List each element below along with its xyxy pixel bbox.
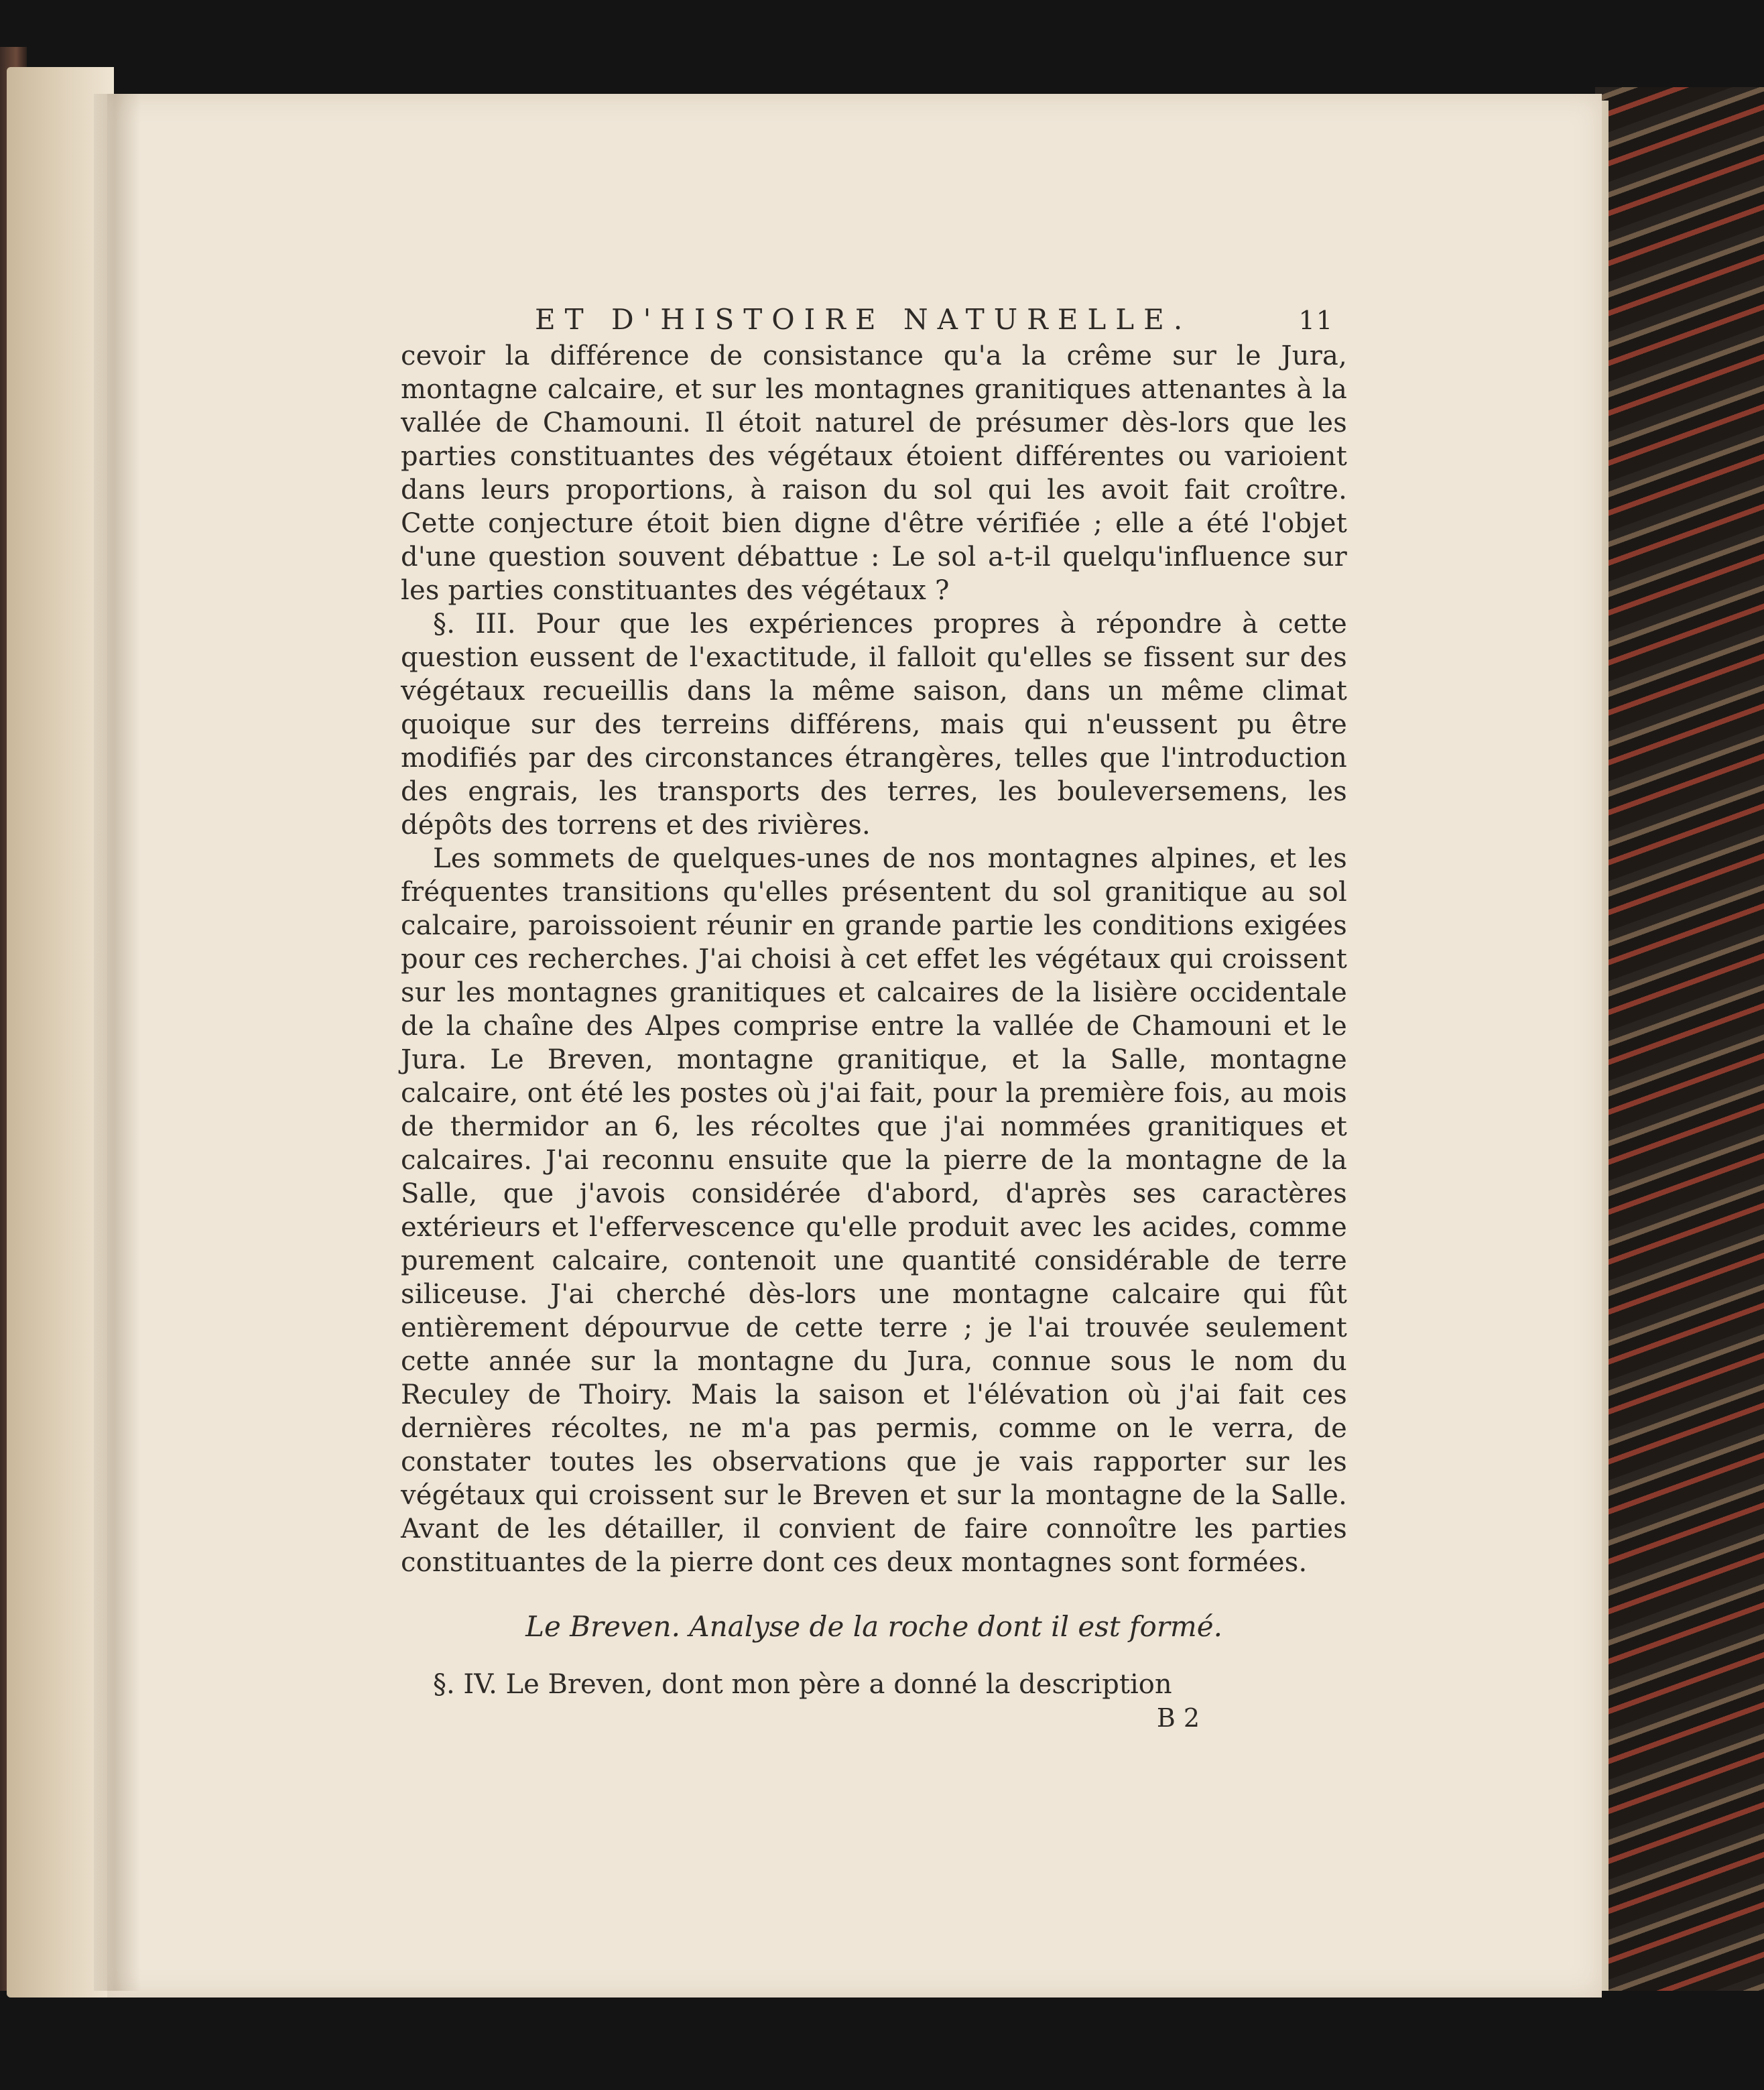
paragraph-start: §. IV. Le Breven, dont mon père a donné la description <box>433 1669 1172 1700</box>
signature-mark: B 2 <box>1156 1703 1200 1733</box>
running-head <box>401 303 1347 336</box>
paragraph: §. III. Pour que les expériences propres à répondre à cette question eussent de l'exactitude, il falloit qu'elles se fissent sur des végétaux recueillis dans la même saison, dans un même climat quoique sur des terreins différens, mais qui n'eussent pu être modifiés par des circonstances étrangères, telles que l'introduction des engrais, les transports des terres, les bouleversemens, les dépôts des torrens et des rivières. <box>401 609 1347 841</box>
gutter-shadow <box>94 94 141 1991</box>
section-heading: Le Breven. Analyse de la roche dont il est formé. <box>525 1610 1222 1643</box>
body-text <box>401 339 1347 1579</box>
paragraph: Les sommets de quelques-unes de nos montagnes alpines, et les fréquentes transitions qu'elles présentent du sol granitique au sol calcaire, paroissoient réunir en grande partie les conditions exigées pour ces recherches. J'ai choisi à cet effet les végétaux qui croissent sur les montagnes granitiques et calcaires de la lisière occidentale de la chaîne des Alpes comprise entre la vallée de Chamouni et le Jura. Le Breven, montagne granitique, et la Salle, montagne calcaire, ont été les postes où j'ai fait, pour la première fois, au mois de thermidor an 6, les récoltes que j'ai nommées granitiques et calcaires. J'ai reconnu ensuite que la pierre de la montagne de la Salle, que j'avois considérée d'abord, d'après ses caractères extérieurs et l'effervescence qu'elle produit avec les acides, comme purement calcaire, contenoit une quantité considérable de terre siliceuse. J'ai cherché dès-lors une montagne calcaire qui fût entièrement dépourvue de cette terre ; je l'ai trouvée seulement cette année sur la montagne du Jura, connue sous le nom du Reculey de Thoiry. Mais la saison et l'élévation où j'ai fait ces dernières récoltes, ne m'a pas permis, comme on le verra, de constater toutes les observations que je vais rapporter sur les végétaux qui croissent sur le Breven et sur la montagne de la Salle. Avant de les détailler, il convient de faire connoître les parties constituantes de la pierre dont ces deux montagnes sont formées. <box>401 843 1347 1578</box>
right-marbled-cover <box>1595 87 1764 1991</box>
page-text-block <box>401 303 1347 1733</box>
paragraph: cevoir la différence de consistance qu'a la crême sur le Jura, montagne calcaire, et sur les montagnes granitiques attenantes à la vallée de Chamouni. Il étoit naturel de présumer dès-lors que les parties constituantes des végétaux étoient différentes ou varioient dans leurs proportions, à raison du sol qui les avoit fait croître. Cette conjecture étoit bien digne d'être vérifiée ; elle a été l'objet d'une question souvent débattue : Le sol a-t-il quelqu'influence sur les parties constituantes des végétaux ? <box>401 341 1347 606</box>
running-title: ET D'HISTOIRE NATURELLE. <box>535 303 1192 336</box>
page-number: 11 <box>1298 306 1334 335</box>
